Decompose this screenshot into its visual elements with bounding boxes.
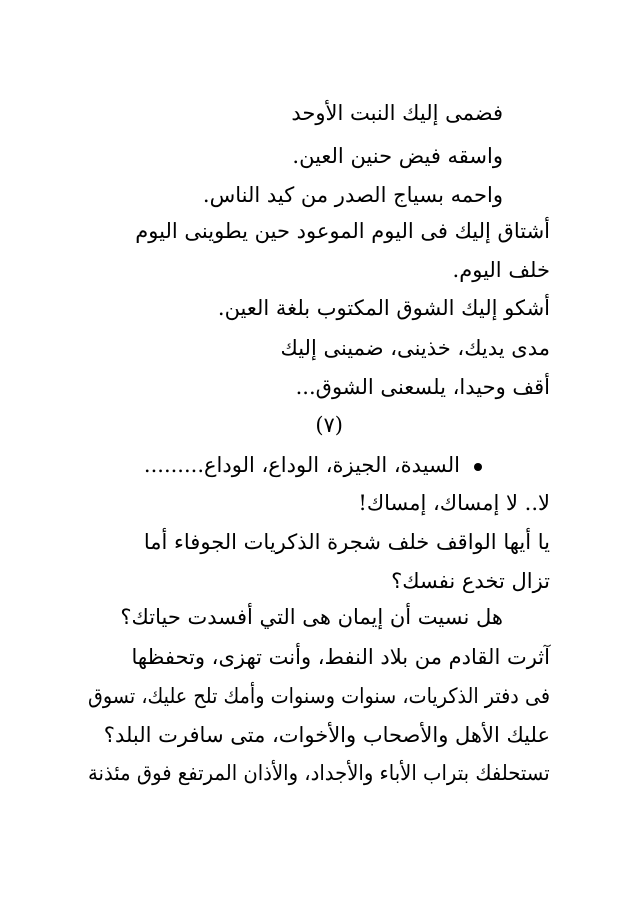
bullet-icon: [474, 463, 482, 471]
bullet-line: [144, 450, 482, 480]
text-line-11: لا.. لا إمساك، إمساك!: [358, 491, 550, 515]
text-line-14: هل نسيت أن إيمان هى التي أفسدت حياتك؟: [120, 605, 503, 629]
text-line-8: أقف وحيدا، يلسعنى الشوق...: [295, 375, 550, 399]
text-line-5: خلف اليوم.: [452, 258, 550, 282]
text-line-7: مدى يديك، خذينى، ضمينى إليك: [280, 336, 550, 360]
text-line-12: يا أيها الواقف خلف شجرة الذكريات الجوفاء أما: [143, 530, 550, 554]
text-line-2: واسقه فيض حنين العين.: [292, 144, 503, 168]
text-line-18: تستحلفك بتراب الأباء والأجداد، والأذان المرتفع فوق مئذنة: [88, 761, 550, 785]
text-line-16: فى دفتر الذكريات، سنوات وسنوات وأمك تلح عليك، تسوق: [87, 684, 550, 708]
text-line-15: آثرت القادم من بلاد النفط، وأنت تهزى، وتحفظها: [131, 645, 550, 669]
text-line-13: تزال تخدع نفسك؟: [391, 569, 550, 593]
text-line-4: أشتاق إليك فى اليوم الموعود حين يطوينى اليوم: [135, 219, 550, 243]
text-line-6: أشكو إليك الشوق المكتوب بلغة العين.: [217, 296, 550, 320]
section-number: (٧): [315, 413, 343, 437]
text-line-1: فضمى إليك النبت الأوحد: [291, 101, 503, 125]
text-line-3: واحمه بسياج الصدر من كيد الناس.: [202, 183, 503, 207]
text-line-17: عليك الأهل والأصحاب والأخوات، متى سافرت البلد؟: [103, 723, 550, 747]
bullet-text: السيدة، الجيزة، الوداع، الوداع.........: [143, 453, 460, 477]
